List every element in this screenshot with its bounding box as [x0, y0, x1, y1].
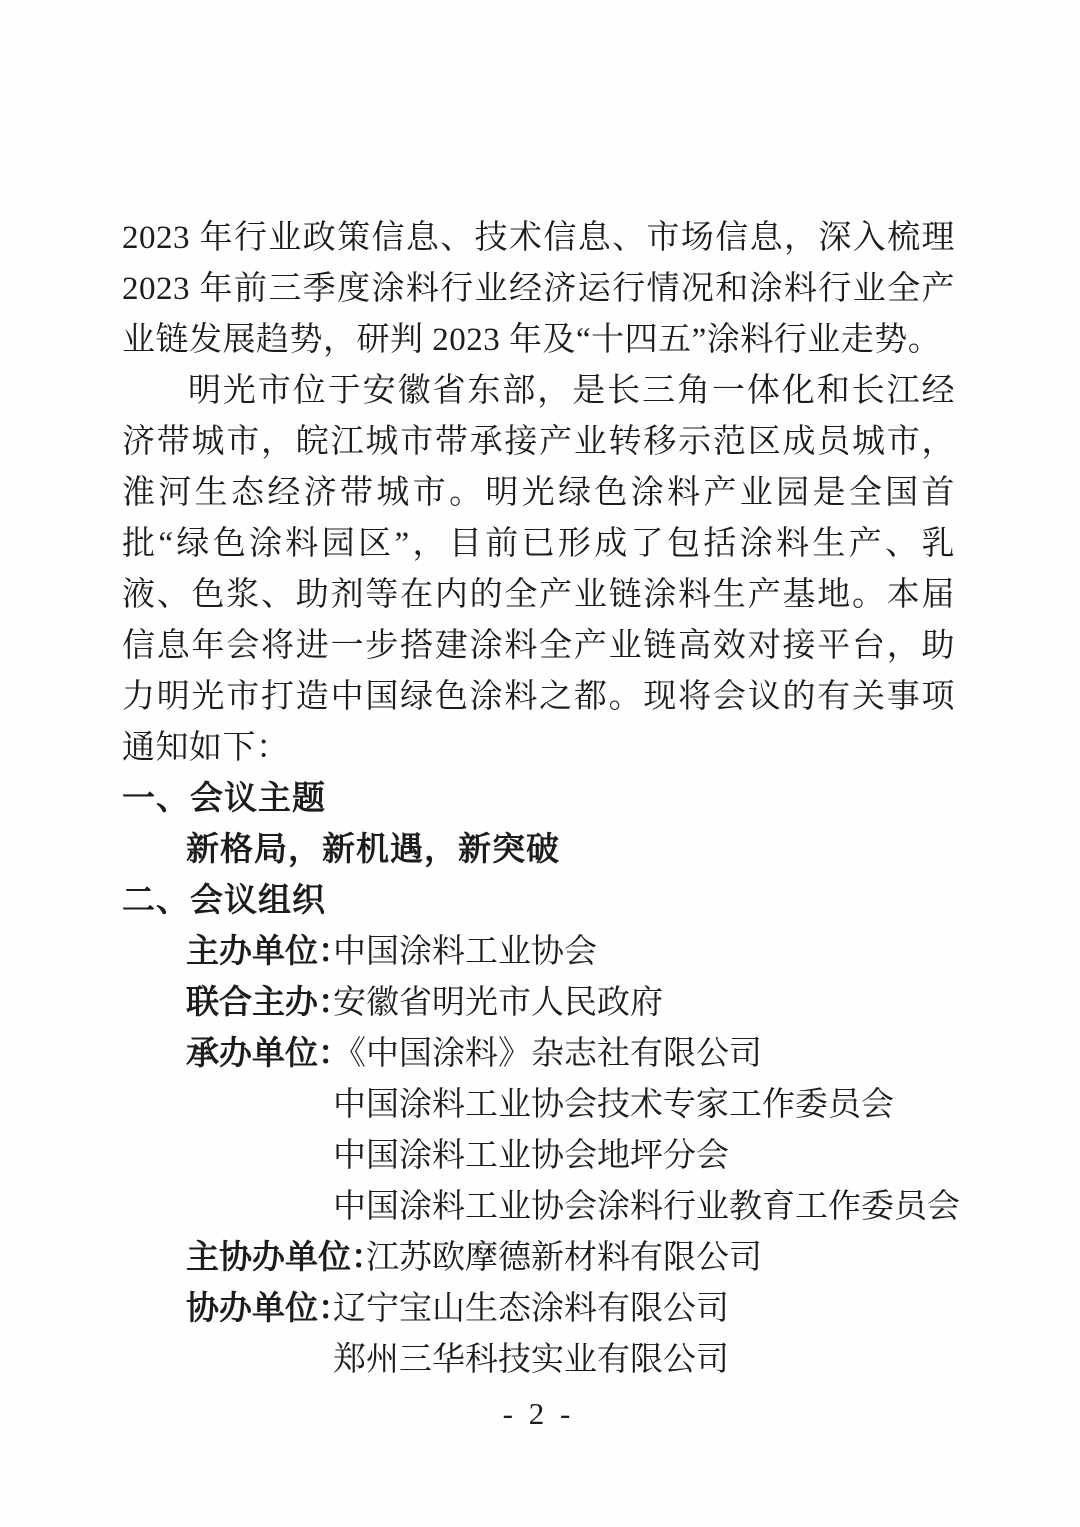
organizer-label [186, 1080, 333, 1131]
organizer-row [122, 978, 955, 1029]
body-paragraph-1: 2023 年行业政策信息、技术信息、市场信息，深入梳理 2023 年前三季度涂料行业经济运行情况和涂料行业全产业链发展趋势，研判 2023 年及“十四五”涂料行业走势。 [122, 220, 955, 358]
organizer-value: 辽宁宝山生态涂料有限公司 [333, 1291, 729, 1327]
organizer-label: 主办单位： [186, 934, 351, 970]
organizer-label: 主协办单位： [186, 1240, 384, 1276]
organizer-label [186, 1182, 333, 1233]
organizer-value: 中国涂料工业协会涂料行业教育工作委员会 [333, 1189, 960, 1225]
organizer-row [122, 1233, 955, 1284]
section-heading-meeting-organization: 二、会议组织 [122, 883, 326, 919]
organizer-row [122, 1131, 955, 1182]
organizer-row [122, 1029, 955, 1080]
organizer-value: 郑州三华科技实业有限公司 [333, 1342, 729, 1378]
page-content [122, 213, 960, 1386]
organizer-row [122, 927, 955, 978]
organizer-row [122, 1182, 960, 1233]
organizer-value: 中国涂料工业协会技术专家工作委员会 [333, 1087, 894, 1123]
organizer-value: 《中国涂料》杂志社有限公司 [333, 1036, 762, 1072]
section-heading-meeting-theme: 一、会议主题 [122, 781, 326, 817]
organizer-value: 安徽省明光市人民政府 [333, 985, 663, 1021]
organizer-label: 承办单位： [186, 1036, 351, 1072]
organizer-row [122, 1284, 955, 1335]
organizer-label: 联合主办： [186, 985, 351, 1021]
organizer-row [122, 1335, 955, 1386]
meeting-theme-text: 新格局，新机遇，新突破 [186, 832, 560, 868]
organizer-label [186, 1335, 333, 1386]
organizer-value: 中国涂料工业协会地坪分会 [333, 1138, 729, 1174]
page-number: - 2 - [502, 1396, 575, 1431]
organizer-label: 协办单位： [186, 1291, 351, 1327]
organizer-value: 江苏欧摩德新材料有限公司 [366, 1240, 762, 1276]
organizer-label [186, 1131, 333, 1182]
organizer-value: 中国涂料工业协会 [333, 934, 597, 970]
organizer-row [122, 1080, 955, 1131]
organizer-list [122, 927, 960, 1386]
body-paragraph-2: 明光市位于安徽省东部，是长三角一体化和长江经济带城市，皖江城市带承接产业转移示范区成员城市，淮河生态经济带城市。明光绿色涂料产业园是全国首批“绿色涂料园区”，目前已形成了包括涂料生产、乳液、色浆、助剂等在内的全产业链涂料生产基地。本届信息年会将进一步搭建涂料全产业链高效对接平台，助力明光市打造中国绿色涂料之都。现将会议的有关事项通知如下： [122, 373, 955, 766]
